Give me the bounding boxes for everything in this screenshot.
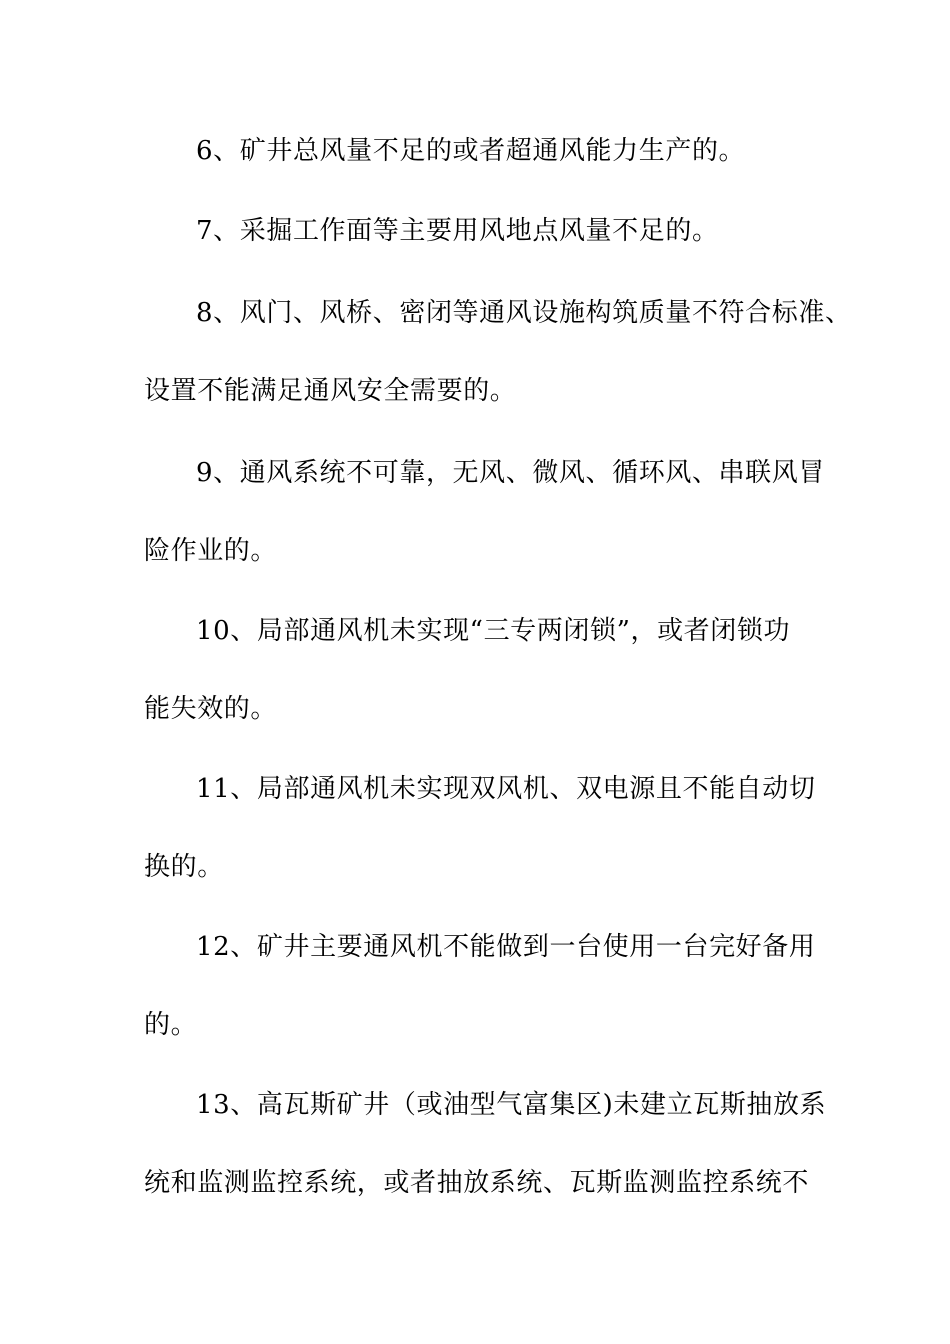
paragraph-12-line-1: 12、矿井主要通风机不能做到一台使用一台完好备用 [196, 932, 816, 962]
paragraph-6-line-1: 6、矿井总风量不足的或者超通风能力生产的。 [196, 136, 746, 166]
paragraph-8-line-1: 8、风门、风桥、密闭等通风设施构筑质量不符合标准、 [196, 298, 852, 328]
paragraph-11-line-1: 11、局部通风机未实现双风机、双电源且不能自动切 [196, 774, 816, 804]
paragraph-10-line-2: 能失效的。 [144, 694, 278, 724]
paragraph-12-line-2: 的。 [144, 1010, 198, 1040]
paragraph-13-line-2: 统和监测监控系统，或者抽放系统、瓦斯监测监控系统不 [144, 1168, 810, 1198]
paragraph-9-line-2: 险作业的。 [144, 536, 278, 566]
paragraph-9-line-1: 9、通风系统不可靠，无风、微风、循环风、串联风冒 [196, 458, 825, 488]
paragraph-11-line-2: 换的。 [144, 852, 224, 882]
paragraph-13-line-1: 13、高瓦斯矿井（或油型气富集区)未建立瓦斯抽放系 [196, 1090, 827, 1120]
paragraph-10-line-1: 10、局部通风机未实现“三专两闭锁”，或者闭锁功 [196, 616, 791, 646]
paragraph-8-line-2: 设置不能满足通风安全需要的。 [144, 376, 517, 406]
paragraph-7-line-1: 7、采掘工作面等主要用风地点风量不足的。 [196, 216, 719, 246]
